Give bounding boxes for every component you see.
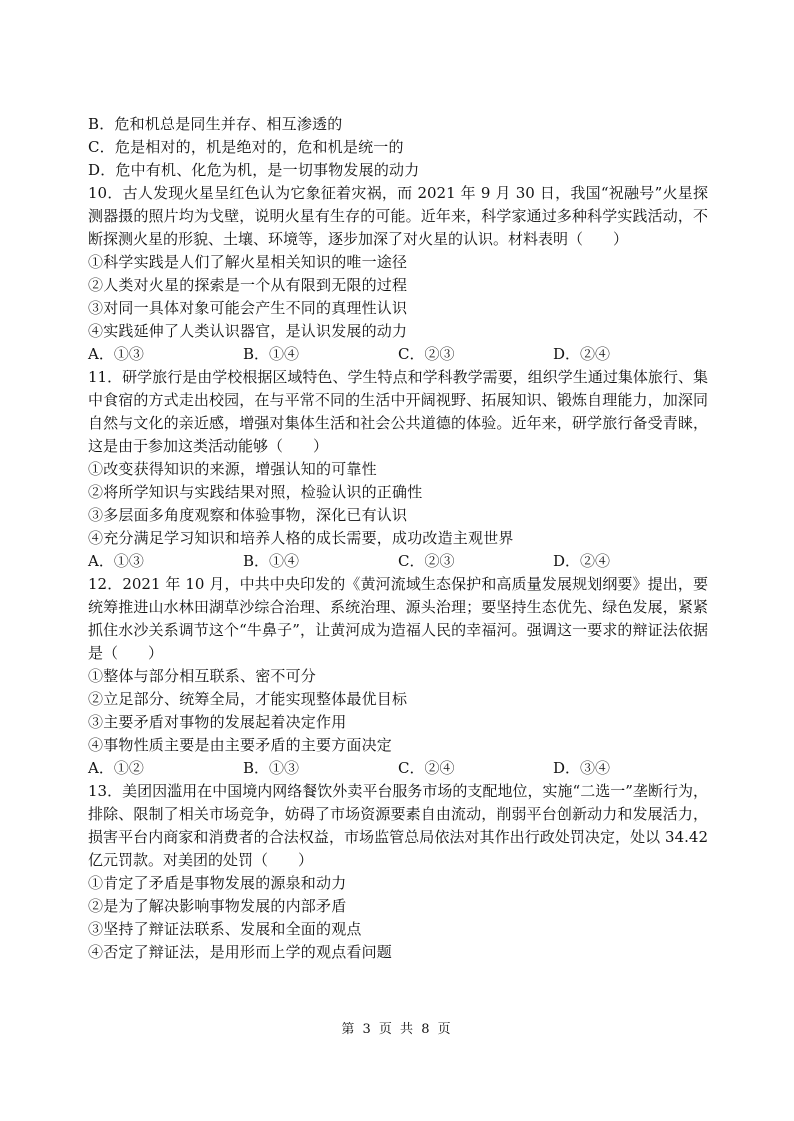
statement-4: ④事物性质主要是由主要矛盾的主要方面决定 [88,736,393,754]
question-10 [88,182,708,366]
choice-a: A．①③ [88,345,144,363]
choice-b: B．①④ [243,552,300,570]
question-13 [88,780,708,964]
statement-4: ④否定了辩证法，是用形而上学的观点看问题 [88,943,393,961]
statement-3: ③多层面多角度观察和体验事物，深化已有认识 [88,506,408,524]
question-9-options [88,113,708,182]
question-stem: 10．古人发现火星呈红色认为它象征着灾祸，而 2021 年 9 月 30 日，我国“祝融号”火星探测器摄的照片均为戈壁，说明火星有生存的可能。近年来，科学家通过多种科学实践活动，不断探测火星的形貌、土壤、环境等，逐步加深了对火星的认识。材料表明（ ） [88,184,708,248]
question-11 [88,366,708,573]
statement-2: ②人类对火星的探索是一个从有限到无限的过程 [88,276,408,294]
choice-c: C．②③ [398,345,455,363]
choice-d: D．②④ [553,552,611,570]
statement-3: ③对同一具体对象可能会产生不同的真理性认识 [88,299,408,317]
choice-b: B．①④ [243,345,300,363]
answer-choices [88,757,708,780]
statement-1: ①科学实践是人们了解火星相关知识的唯一途径 [88,253,408,271]
statement-1: ①整体与部分相互联系、密不可分 [88,667,317,685]
statement-1: ①肯定了矛盾是事物发展的源泉和动力 [88,874,347,892]
question-stem: 13．美团因滥用在中国境内网络餐饮外卖平台服务市场的支配地位，实施“二选一”垄断行为，排除、限制了相关市场竞争，妨碍了市场资源要素自由流动，削弱平台创新动力和发展活力，损害平台内商家和消费者的合法权益，市场监管总局依法对其作出行政处罚决定，处以 34.42 亿元罚款。对美团的处罚（ ） [88,782,708,869]
choice-d: D．③④ [553,759,611,777]
statement-4: ④充分满足学习知识和培养人格的成长需要，成功改造主观世界 [88,529,514,547]
page-number-footer: 第 3 页 共 8 页 [341,1022,453,1037]
choice-d: D．②④ [553,345,611,363]
question-12 [88,573,708,780]
choice-c: C．②③ [398,552,455,570]
statement-4: ④实践延伸了人类认识器官，是认识发展的动力 [88,322,408,340]
question-stem: 11．研学旅行是由学校根据区域特色、学生特点和学科教学需要，组织学生通过集体旅行、集中食宿的方式走出校园，在与平常不同的生活中开阔视野、拓展知识、锻炼自理能力，加深同自然与文化的亲近感，增强对集体生活和社会公共道德的体验。近年来，研学旅行备受青睐，这是由于参加这类活动能够（ ） [88,368,708,455]
option-c: C．危是相对的，机是绝对的，危和机是统一的 [88,138,404,156]
statement-2: ②将所学知识与实践结果对照，检验认识的正确性 [88,483,423,501]
statement-2: ②立足部分、统筹全局，才能实现整体最优目标 [88,690,408,708]
option-b: B．危和机总是同生并存、相互渗透的 [88,115,343,133]
statement-3: ③主要矛盾对事物的发展起着决定作用 [88,713,347,731]
choice-a: A．①③ [88,552,144,570]
question-stem: 12．2021 年 10 月，中共中央印发的《黄河流域生态保护和高质量发展规划纲要》提出，要统筹推进山水林田湖草沙综合治理、系统治理、源头治理；要坚持生态优先、绿色发展，紧紧抓住水沙关系调节这个“牛鼻子”，让黄河成为造福人民的幸福河。强调这一要求的辩证法依据是（ ） [88,575,708,662]
option-d: D．危中有机、化危为机，是一切事物发展的动力 [88,161,420,179]
choice-c: C．②④ [398,759,455,777]
answer-choices [88,343,708,366]
choice-a: A．①② [88,759,144,777]
statement-1: ①改变获得知识的来源，增强认知的可靠性 [88,460,377,478]
choice-b: B．①③ [243,759,300,777]
statement-2: ②是为了解决影响事物发展的内部矛盾 [88,897,347,915]
exam-page-body [88,113,708,964]
answer-choices [88,550,708,573]
statement-3: ③坚持了辩证法联系、发展和全面的观点 [88,920,362,938]
